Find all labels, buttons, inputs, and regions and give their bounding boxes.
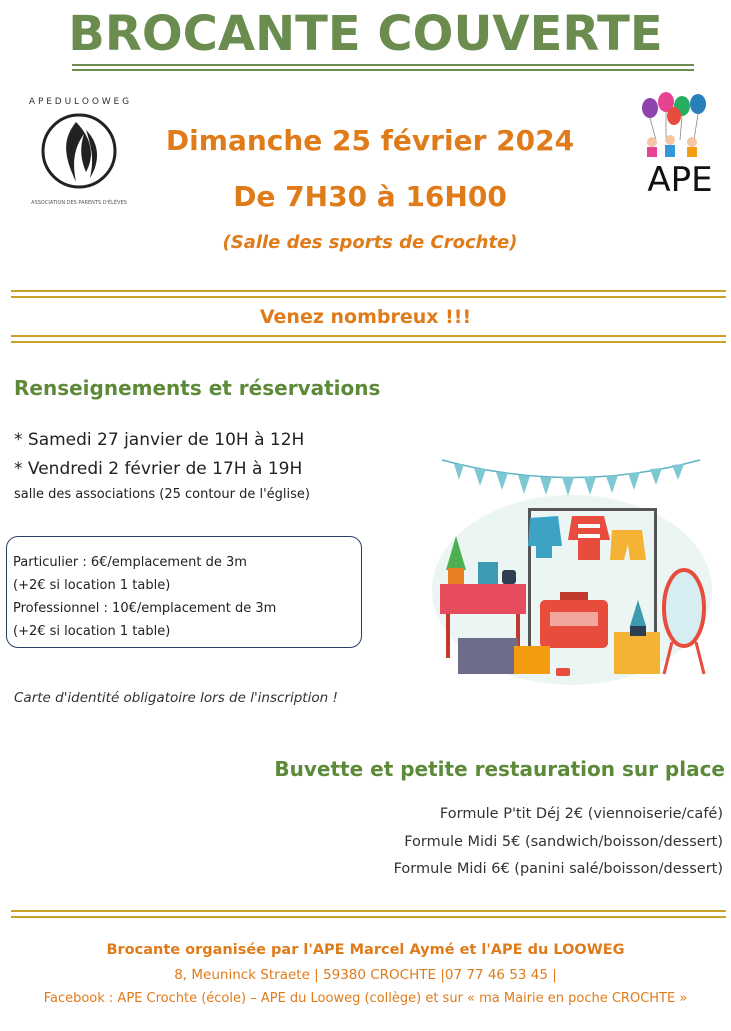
svg-text:ASSOCIATION DES PARENTS D'ÉLÈV: ASSOCIATION DES PARENTS D'ÉLÈVES — [31, 200, 127, 206]
schedule-line-2: * Vendredi 2 février de 17H à 19H — [14, 459, 303, 479]
formule-midi-5: Formule Midi 5€ (sandwich/boisson/dessert) — [404, 834, 723, 850]
reservations-heading: Renseignements et réservations — [14, 376, 381, 400]
divider-bottom-1 — [11, 910, 726, 912]
flea-market-icon — [432, 450, 724, 690]
divider-top-1 — [11, 290, 726, 292]
price-particulier: Particulier : 6€/emplacement de 3m — [13, 555, 247, 570]
address-line: 8, Meuninck Straete | 59380 CROCHTE |07 77 46 53 45 | — [174, 967, 557, 983]
balloons-kids-icon — [636, 90, 716, 160]
event-date: Dimanche 25 février 2024 — [165, 124, 575, 157]
buvette-heading: Buvette et petite restauration sur place — [274, 757, 725, 781]
title-underline — [72, 64, 694, 66]
svg-text:A P E D U L O O W E G: A P E D U L O O W E G — [28, 97, 130, 107]
divider-top-2 — [11, 296, 726, 298]
formule-ptit-dej: Formule P'tit Déj 2€ (viennoiserie/café) — [439, 806, 723, 822]
organiser-line: Brocante organisée par l'APE Marcel Aymé et l'APE du LOOWEG — [106, 942, 625, 958]
event-hours: De 7H30 à 16H00 — [233, 180, 507, 213]
schedule-place: salle des associations (25 contour de l'église) — [14, 487, 310, 502]
price-box — [6, 536, 362, 648]
price-particulier-table: (+2€ si location 1 table) — [13, 578, 171, 593]
id-required-note: Carte d'identité obligatoire lors de l'inscription ! — [14, 690, 338, 706]
balloons-kids-logo — [636, 90, 716, 160]
divider-bottom-2 — [11, 916, 726, 918]
event-venue: (Salle des sports de Crochte) — [222, 232, 518, 253]
title-underline-2 — [72, 69, 694, 71]
ape-logo-text: APE — [647, 160, 713, 200]
schedule-line-1: * Samedi 27 janvier de 10H à 12H — [14, 430, 305, 450]
venez-nombreux: Venez nombreux !!! — [259, 306, 472, 328]
facebook-line: Facebook : APE Crochte (école) – APE du Looweg (collège) et sur « ma Mairie en poche CROCHTE » — [43, 991, 688, 1006]
page-title: BROCANTE COUVERTE — [68, 6, 663, 62]
price-professionnel: Professionnel : 10€/emplacement de 3m — [13, 601, 277, 616]
divider-mid-1 — [11, 335, 726, 337]
divider-mid-2 — [11, 341, 726, 343]
formule-midi-6: Formule Midi 6€ (panini salé/boisson/dessert) — [393, 861, 723, 877]
price-professionnel-table: (+2€ si location 1 table) — [13, 624, 171, 639]
brocante-illustration — [432, 450, 724, 690]
